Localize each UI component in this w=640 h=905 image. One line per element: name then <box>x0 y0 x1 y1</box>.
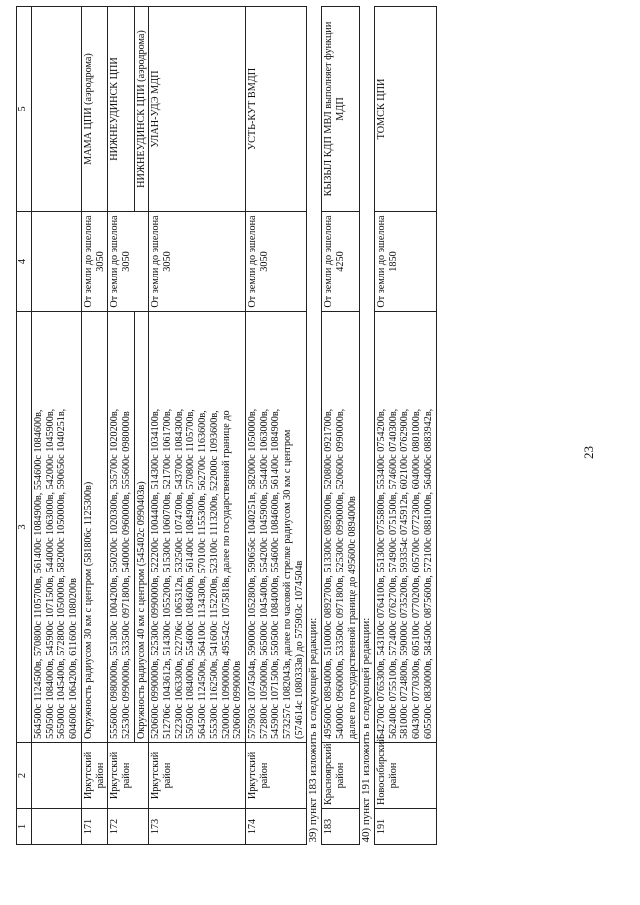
responsible-unit: КЫЗЫЛ КДП МВЛ выполняет функции МДП <box>322 7 360 212</box>
amendment-heading-191 <box>360 7 375 845</box>
column-number-header-row <box>17 7 32 845</box>
coordinates-cell <box>245 312 307 743</box>
coordinate-line: 495600с 0894000в, 510000с 0892700в, 513300с 0892000в, 520800с 0921700в, <box>323 408 335 739</box>
amendment-heading-183 <box>307 7 322 845</box>
table-row-172 <box>108 7 134 845</box>
altitude-levels: От земли до эшелона 4250 <box>322 212 360 312</box>
row-number: 173 <box>149 809 246 845</box>
district-name: Красноярский район <box>322 743 360 809</box>
coordinates-cell <box>322 312 360 743</box>
airspace-zones-table <box>16 6 437 845</box>
table-row-191 <box>374 7 436 845</box>
amendment-text: 40) пункт 191 изложить в следующей редакции: <box>360 7 375 845</box>
district-name: Иркутский район <box>81 743 107 809</box>
coordinates-cell <box>134 312 149 743</box>
altitude-levels: От земли до эшелона 3050 <box>245 212 307 312</box>
coordinate-line: 550500с 1084000в, 554600с 1084600в, 561400с 1084900в, 570800с 1105700в, <box>185 409 197 739</box>
amendment-text: 39) пункт 183 изложить в следующей редакции: <box>307 7 322 845</box>
coordinates-cell <box>32 312 82 743</box>
coordinate-line: 565000с 1045400в, 572800с 1050000в, 582000с 1050000в, 590656с 1040251в, <box>56 408 68 739</box>
coordinate-line: 550500с 1084000в, 545900с 1071500в, 544000с 1063000в, 542000с 1045900в, <box>44 408 56 739</box>
table-row-174 <box>245 7 307 845</box>
row-number: 174 <box>245 809 307 845</box>
responsible-unit: НИЖНЕУДИНСК ЦПИ <box>108 7 134 212</box>
column-1-header: 1 <box>17 809 32 845</box>
coordinates-cell <box>149 312 246 743</box>
coordinate-line: 604600с 1064200в, 611600с 1080200в <box>68 578 80 739</box>
row-number: 172 <box>108 809 149 845</box>
altitude-levels: От земли до эшелона 1850 <box>374 212 436 312</box>
coordinate-line: 542700с 0765300в, 543100с 0764100в, 551300с 0755800в, 553400с 0754200в, <box>375 408 387 739</box>
altitude-levels: От земли до эшелона 3050 <box>81 212 107 312</box>
column-4-header: 4 <box>17 212 32 312</box>
coordinate-line: 564500с 1124500в, 564100с 1134300в, 570100с 1155300в, 562700с 1163600в, <box>197 410 209 739</box>
coordinate-line: 572800с 1050000в, 565000с 1045400в, 554200с 1045900в, 554400с 1063000в, <box>258 408 270 739</box>
coordinate-line: 575903с 1074504в, 590000с 1052800в, 590656с 1040251в, 582000с 1050000в, <box>246 408 258 739</box>
coordinate-line: 540000с 0960000в, 533500с 0971800в, 525300с 0990000в, 520600с 0990000в, <box>334 408 346 739</box>
district-name: Иркутский район <box>245 743 307 809</box>
coordinate-line: (574614с 1080333в) до 575903с 1074504в <box>293 560 305 739</box>
table-row-171 <box>81 7 107 845</box>
table-row-183 <box>322 7 360 845</box>
row-number: 191 <box>374 809 436 845</box>
coordinate-line: 545900с 1071500в, 550500с 1084000в, 554600с 1084600в, 561400с 1084900в, <box>270 408 282 739</box>
responsible-unit: НИЖНЕУДИНСК ЦПИ (аэродрома) <box>134 7 149 212</box>
district-name: Новосибирский район <box>374 743 436 809</box>
coordinate-line: 555300с 1162500в, 541600с 1152200в, 523100с 1113200в, 522000с 1093600в, <box>208 410 220 739</box>
coordinates-cell <box>374 312 436 743</box>
page-number: 23 <box>581 446 596 459</box>
altitude-levels: От земли до эшелона 3050 <box>149 212 246 312</box>
responsible-unit: МАМА ЦПИ (аэродрома) <box>81 7 107 212</box>
responsible-unit: ТОМСК ЦПИ <box>374 7 436 212</box>
table-row-172-sub <box>134 7 149 845</box>
coordinate-line: 581000с 0724800в, 590000с 0735200в, 593354с 0745912в, 602100с 0762900в, <box>399 408 411 739</box>
coordinate-line: 564500с 1124500в, 570800с 1105700в, 561400с 1084900в, 554600с 1084600в, <box>33 409 44 739</box>
coordinate-line: Окружность радиусом 30 км с центром (581806с 1125300в) <box>82 481 94 739</box>
coordinate-line: 604300с 0770300в, 605100с 0770200в, 605700с 0772300в, 604000с 0801000в, <box>411 408 423 739</box>
coordinate-line: 520600с 0990000в <box>232 660 244 739</box>
column-2-header: 2 <box>17 743 32 809</box>
altitude-levels: От земли до эшелона 3050 <box>108 212 149 312</box>
coordinate-line: 555600с 0980000в, 551300с 1004200в, 550200с 1020300в, 535700с 1020200в, <box>109 408 121 739</box>
coordinate-line: 525300с 0990000в, 533500с 0971800в, 540000с 0960000в, 555600с 0980000в <box>120 411 132 739</box>
coordinate-line: 520600с 0990000в, 525300с 0990000в, 522200с 1004400в, 514300с 1034100в, <box>150 408 162 739</box>
district-name: Иркутский район <box>108 743 149 809</box>
column-5-header: 5 <box>17 7 32 212</box>
column-3-header: 3 <box>17 312 32 743</box>
coordinate-line: 573257с 1082043в, далее по часовой стрелке радиусом 30 км с центром <box>282 429 294 739</box>
coordinates-cell <box>108 312 134 743</box>
row-number: 183 <box>322 809 360 845</box>
coordinate-line: 520000с 1090000в, 495542с 1075818в, далее по государственной границе до <box>220 410 232 739</box>
table-row-continuation <box>32 7 82 845</box>
row-number: 171 <box>81 809 107 845</box>
table-row-173 <box>149 7 246 845</box>
coordinate-line: 562400с 0755100в, 572400с 0762700в, 574900с 0751500в, 574600с 0740300в, <box>387 408 399 739</box>
coordinate-line: 605500с 0830000в, 584500с 0875600в, 572100с 0881000в, 564006с 0883942в, <box>422 408 434 739</box>
coordinate-line: 522300с 1063300в, 522706с 1065312в, 532500с 1074700в, 543700с 1084300в, <box>173 408 185 739</box>
district-name: Иркутский район <box>149 743 246 809</box>
coordinate-line: Окружность радиусом 40 км с центром (545402с 0990403в) <box>135 481 147 739</box>
coordinate-line: далее по государственной границе до 495600с 0894000в <box>346 496 358 739</box>
responsible-unit: УСТЬ-КУТ ВМДП <box>245 7 307 212</box>
coordinate-line: 512706с 1043612в, 514300с 1055200в, 515300с 1060700в, 521700с 1061700в, <box>162 408 174 739</box>
responsible-unit: УЛАН-УДЭ МДП <box>149 7 246 212</box>
coordinates-cell <box>81 312 107 743</box>
